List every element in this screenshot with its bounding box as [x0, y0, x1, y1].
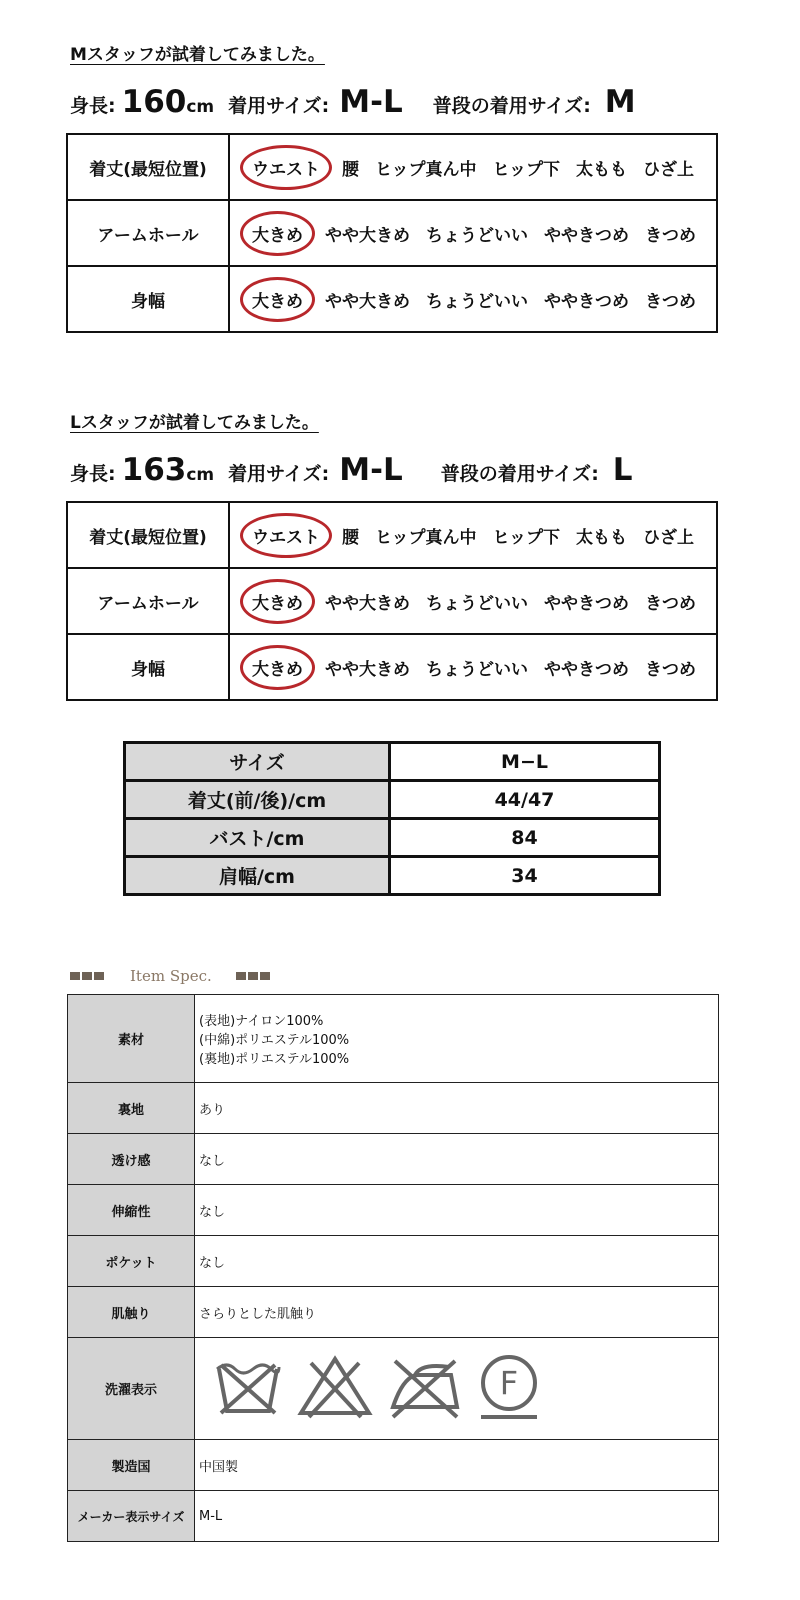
size-header-label: サイズ: [125, 743, 390, 781]
fit-option-selected: 大きめ: [246, 589, 309, 614]
fit-row: [67, 134, 717, 200]
spec-value-line: 中国製: [199, 1459, 239, 1475]
fit-option: ちょうどいい: [426, 659, 528, 680]
fit-row-options: [229, 266, 717, 332]
fit-option-selected: 大きめ: [246, 221, 309, 246]
staff-m-measurements: 身長 : 160 cm 着用サイズ : M-L 普段の着用サイズ : M: [70, 84, 636, 120]
spec-row: [68, 995, 719, 1083]
size-row: [125, 819, 660, 857]
staff-l-title: Lスタッフが試着してみました。: [70, 413, 319, 433]
fit-option: やや大きめ: [325, 659, 410, 680]
spec-row: [68, 1491, 719, 1542]
spec-row: [68, 1287, 719, 1338]
spec-value-line: なし: [199, 1204, 226, 1220]
spec-row: [68, 1185, 719, 1236]
fit-option: やや大きめ: [325, 593, 410, 614]
size-row-value: 44/47: [390, 781, 660, 819]
height-unit: cm: [186, 97, 215, 117]
wear-size-value: M-L: [339, 452, 403, 488]
spec-value-line: (表地)ナイロン100%: [199, 1014, 324, 1029]
size-row: [125, 857, 660, 895]
no-wash-icon: [213, 1355, 283, 1423]
height-value: 160: [121, 84, 187, 120]
size-row-value: 84: [390, 819, 660, 857]
fit-option: ヒップ下: [492, 159, 560, 180]
fit-option: きつめ: [645, 291, 696, 312]
usual-size-value: M: [604, 84, 636, 120]
wear-size-label: 着用サイズ: [228, 463, 322, 485]
item-spec-title: Item Spec.: [130, 967, 212, 985]
spec-row: [68, 1338, 719, 1440]
fit-option: ちょうどいい: [426, 291, 528, 312]
fit-option: ややきつめ: [544, 291, 629, 312]
fit-option: ちょうどいい: [426, 593, 528, 614]
spec-key: 肌触り: [68, 1287, 195, 1338]
fit-option: やや大きめ: [325, 291, 410, 312]
spec-value: [195, 1440, 719, 1491]
dry-clean-f-icon: [477, 1353, 541, 1425]
fit-row: [67, 200, 717, 266]
spec-value: [195, 1083, 719, 1134]
size-row-label: 肩幅/cm: [125, 857, 390, 895]
fit-option: ひざ上: [643, 159, 694, 180]
spec-key: 洗濯表示: [68, 1338, 195, 1440]
spec-value: [195, 1287, 719, 1338]
staff-m-fit-table: [66, 133, 718, 333]
fit-option-selected: 大きめ: [246, 287, 309, 312]
usual-size-value: L: [612, 452, 633, 488]
fit-row-label: 着丈(最短位置): [67, 502, 229, 568]
fit-option: ヒップ真ん中: [375, 527, 477, 548]
spec-key: 素材: [68, 995, 195, 1083]
spec-value: [195, 1236, 719, 1287]
staff-l-measurements: 身長 : 163 cm 着用サイズ : M-L 普段の着用サイズ : L: [70, 452, 633, 488]
fit-row: [67, 568, 717, 634]
fit-option: きつめ: [645, 659, 696, 680]
fit-option: 腰: [342, 159, 359, 180]
spec-row: [68, 1083, 719, 1134]
size-row: [125, 781, 660, 819]
fit-option: やや大きめ: [325, 225, 410, 246]
size-row-label: バスト/cm: [125, 819, 390, 857]
fit-option: ヒップ下: [492, 527, 560, 548]
fit-row-options: [229, 200, 717, 266]
decor-blocks-right: [236, 972, 270, 980]
spec-value-line: なし: [199, 1153, 226, 1169]
fit-option: ややきつめ: [544, 659, 629, 680]
fit-row-label: アームホール: [67, 200, 229, 266]
spec-value: [195, 1338, 719, 1440]
fit-option: きつめ: [645, 225, 696, 246]
spec-value: [195, 995, 719, 1083]
size-row-value: 34: [390, 857, 660, 895]
fit-row-label: 身幅: [67, 266, 229, 332]
spec-value-line: (中綿)ポリエステル100%: [199, 1033, 350, 1048]
spec-value-line: (裏地)ポリエステル100%: [199, 1052, 350, 1067]
fit-option: 太もも: [576, 159, 627, 180]
spec-value-line: さらりとした肌触り: [199, 1306, 317, 1322]
height-label: 身長: [70, 463, 109, 485]
fit-row: [67, 266, 717, 332]
fit-row-options: [229, 568, 717, 634]
fit-row-label: アームホール: [67, 568, 229, 634]
size-table-header: [125, 743, 660, 781]
spec-value-line: M-L: [199, 1508, 223, 1524]
fit-row-label: 着丈(最短位置): [67, 134, 229, 200]
height-value: 163: [121, 452, 187, 488]
svg-text:F: F: [499, 1363, 519, 1402]
item-spec-header: [70, 967, 270, 985]
fit-row-options: [229, 134, 717, 200]
fit-row-label: 身幅: [67, 634, 229, 700]
staff-m-title: Mスタッフが試着してみました。: [70, 45, 325, 65]
fit-option: きつめ: [645, 593, 696, 614]
decor-blocks-left: [70, 972, 104, 980]
spec-key: 製造国: [68, 1440, 195, 1491]
spec-value: [195, 1185, 719, 1236]
fit-row-options: [229, 634, 717, 700]
spec-key: 透け感: [68, 1134, 195, 1185]
fit-option-selected: ウエスト: [246, 523, 326, 548]
size-table: [123, 741, 661, 896]
wear-size-label: 着用サイズ: [228, 95, 322, 117]
fit-row: [67, 502, 717, 568]
fit-option: ややきつめ: [544, 593, 629, 614]
height-unit: cm: [186, 465, 215, 485]
fit-option: ひざ上: [643, 527, 694, 548]
fit-option: ヒップ真ん中: [375, 159, 477, 180]
spec-row: [68, 1236, 719, 1287]
usual-size-label: 普段の着用サイズ: [432, 95, 584, 117]
spec-key: 裏地: [68, 1083, 195, 1134]
size-row-label: 着丈(前/後)/cm: [125, 781, 390, 819]
size-header-value: M−L: [390, 743, 660, 781]
spec-key: ポケット: [68, 1236, 195, 1287]
fit-option: ややきつめ: [544, 225, 629, 246]
spec-value: [195, 1491, 719, 1542]
fit-row-options: [229, 502, 717, 568]
fit-option: 腰: [342, 527, 359, 548]
spec-row: [68, 1440, 719, 1491]
fit-option-selected: 大きめ: [246, 655, 309, 680]
fit-option: 太もも: [576, 527, 627, 548]
height-label: 身長: [70, 95, 109, 117]
usual-size-label: 普段の着用サイズ: [440, 463, 592, 485]
fit-option: ちょうどいい: [426, 225, 528, 246]
spec-value: [195, 1134, 719, 1185]
fit-row: [67, 634, 717, 700]
spec-key: 伸縮性: [68, 1185, 195, 1236]
no-bleach-icon: [297, 1355, 373, 1423]
spec-row: [68, 1134, 719, 1185]
no-iron-icon: [387, 1355, 463, 1423]
wear-size-value: M-L: [339, 84, 403, 120]
spec-value-line: なし: [199, 1255, 226, 1271]
fit-option-selected: ウエスト: [246, 155, 326, 180]
spec-value-line: あり: [199, 1102, 226, 1118]
spec-key: メーカー表示サイズ: [68, 1491, 195, 1542]
staff-l-fit-table: [66, 501, 718, 701]
item-spec-table: [67, 994, 719, 1542]
